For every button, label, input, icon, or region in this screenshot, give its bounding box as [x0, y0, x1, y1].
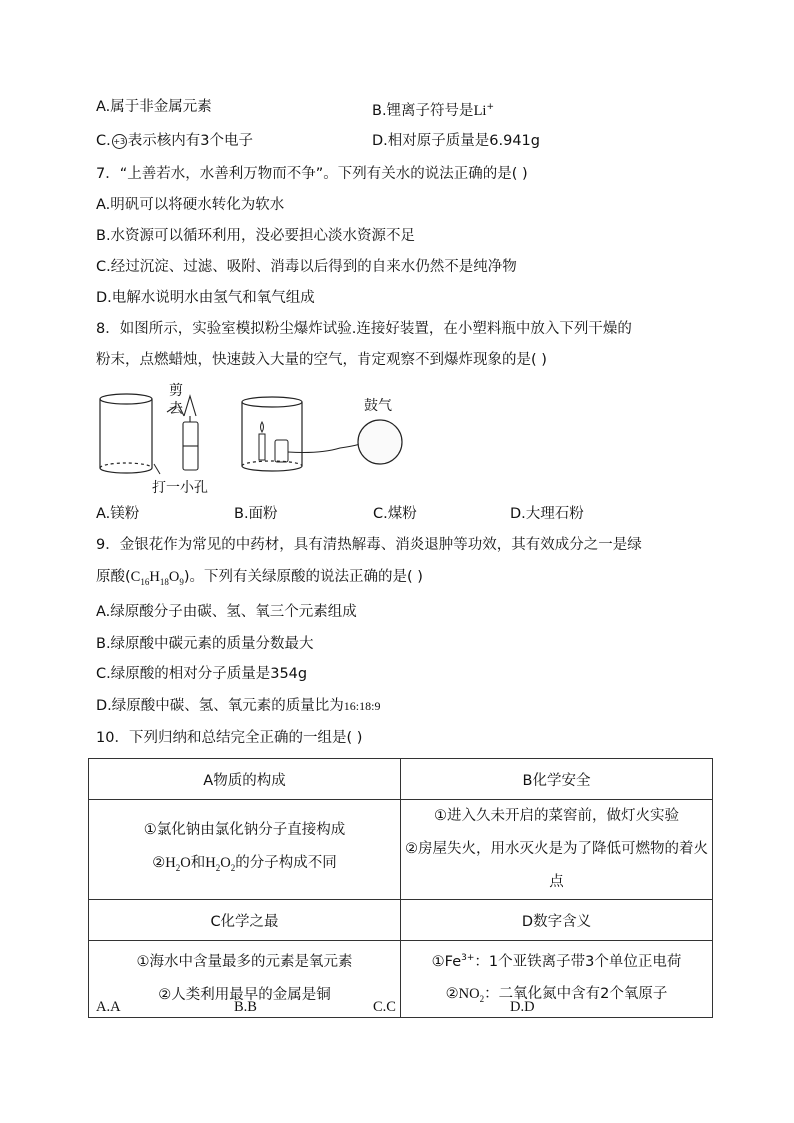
q10-option-a: A.A	[96, 999, 121, 1015]
lithium-charge: +	[486, 102, 494, 112]
cell-d-line1-tail: ：1个亚铁离子带3个单位正电荷	[474, 953, 682, 970]
formula-h: H	[149, 569, 160, 585]
formula-water	[165, 855, 190, 871]
q6-option-c-text: 表示核内有3个电子	[127, 133, 253, 149]
q10-option-b: B.B	[234, 999, 257, 1015]
table-cell-d	[401, 941, 713, 1018]
cell-c-line2: ②人类利用最早的金属是铜	[158, 987, 331, 1003]
q7-option-b: B.水资源可以循环利用，没必要担心淡水资源不足	[96, 228, 416, 244]
q9-stem-pre: 原酸(	[96, 569, 131, 585]
peroxide-o: O	[220, 855, 231, 872]
hole-pointer-line	[154, 464, 160, 474]
water-h: H	[165, 855, 176, 872]
q7-stem: 7．“上善若水，水善利万物而不争”。下列有关水的说法正确的是( )	[96, 166, 528, 182]
q7-option-a: A.明矾可以将硬水转化为软水	[96, 197, 285, 213]
table-cell-b	[401, 800, 713, 900]
peroxide-h: H	[205, 855, 216, 872]
q6-option-c-label: C.	[96, 133, 111, 149]
q6-option-a: A.属于非金属元素	[96, 99, 212, 115]
q8-option-b: B.面粉	[234, 506, 278, 522]
q7-option-c: C.经过沉淀、过滤、吸附、消毒以后得到的自来水仍然不是纯净物	[96, 259, 517, 275]
q6-option-b	[372, 97, 494, 121]
air-bulb-icon	[358, 420, 402, 464]
cell-d-line2	[403, 978, 710, 1016]
water-o: O	[180, 855, 191, 872]
right-cylinder	[242, 397, 302, 471]
water-h-sub: 2	[175, 862, 181, 873]
cell-a-line1: ①氯化钠由氯化钠分子直接构成	[143, 822, 346, 839]
q7-option-d: D.电解水说明水由氢气和氧气组成	[96, 290, 315, 306]
q6-option-d: D.相对原子质量是6.941g	[372, 133, 540, 149]
q9-option-b: B.绿原酸中碳元素的质量分数最大	[96, 636, 314, 652]
iron-ion: Fe	[444, 953, 462, 970]
chlorogenic-acid-formula	[131, 569, 184, 585]
q8-option-d: D.大理石粉	[510, 506, 584, 522]
cell-a-and: 和	[190, 855, 206, 872]
q8-stem-line2: 粉末，点燃蜡烛，快速鼓入大量的空气，肯定观察不到爆炸现象的是( )	[96, 352, 547, 368]
left-cylinder	[100, 394, 152, 473]
cell-b-line1: ①进入久未开启的菜窖前，做灯火实验	[434, 808, 679, 824]
q8-option-a: A.镁粉	[96, 506, 140, 522]
lithium-symbol: Li	[473, 102, 487, 119]
formula-peroxide	[205, 855, 235, 871]
cell-b-line2: ②房屋失火，用水灭火是为了降低可燃物的着火点	[405, 841, 708, 890]
q9-stem-line2	[96, 567, 423, 592]
fig-label-cut-2: 去	[169, 401, 183, 417]
table-head-a: A物质的构成	[89, 759, 401, 800]
q6-option-c	[96, 131, 253, 151]
candle-icon	[259, 422, 265, 460]
cell-c-line1: ①海水中含量最多的元素是氧元素	[136, 954, 353, 970]
cell-d-line2-tail: ：二氧化氮中含有2个氧原子	[484, 986, 668, 1003]
q9-option-d-text: D.绿原酸中碳、氢、氧元素的质量比为	[96, 698, 344, 714]
cell-a-line2-num: ②	[152, 855, 166, 872]
formula-o-sub: 9	[179, 576, 184, 587]
cell-a-line2-tail: 的分子构成不同	[235, 855, 337, 872]
fig-label-hole: 打一小孔	[152, 480, 208, 496]
table-head-b: B化学安全	[401, 759, 713, 800]
q9-option-c: C.绿原酸的相对分子质量是354g	[96, 666, 308, 682]
formula-o: O	[168, 569, 180, 585]
q8-option-c: C.煤粉	[373, 506, 417, 522]
formula-c-sub: 16	[140, 576, 150, 587]
q10-option-d: D.D	[510, 999, 535, 1015]
formula-h-sub: 18	[159, 576, 169, 587]
q9-option-a: A.绿原酸分子由碳、氢、氧三个元素组成	[96, 604, 357, 620]
q8-stem-line1: 8．如图所示，实验室模拟粉尘爆炸试验.连接好装置，在小塑料瓶中放入下列干燥的	[96, 321, 632, 337]
cell-d-line1-num: ①	[431, 953, 445, 970]
formula-c: C	[130, 569, 141, 585]
air-tube	[288, 444, 360, 453]
fig-label-cut-1: 剪	[169, 383, 183, 399]
fig-label-blow: 鼓气	[364, 398, 392, 414]
dust-explosion-apparatus-figure	[92, 382, 412, 500]
q6-option-b-text: B.锂离子符号是	[372, 102, 474, 119]
nitrogen-dioxide-sub: 2	[479, 994, 485, 1005]
peroxide-h-sub: 2	[215, 862, 221, 873]
q10-option-c: C.C	[373, 999, 396, 1015]
iron-ion-charge: 3+	[461, 952, 475, 963]
q9-stem-line1: 9．金银花作为常见的中药材，具有清热解毒、消炎退肿等功效，其有效成分之一是绿	[96, 537, 642, 553]
nitrogen-dioxide-formula: NO	[458, 986, 480, 1003]
q10-summary-table	[88, 758, 713, 1018]
q9-stem-post: )。下列有关绿原酸的说法正确的是( )	[183, 569, 423, 585]
table-head-c: C化学之最	[89, 900, 401, 941]
cell-a-line2	[91, 847, 398, 885]
cell-d-line1	[403, 942, 710, 979]
peroxide-o-sub: 2	[230, 862, 236, 873]
table-head-d: D数字含义	[401, 900, 713, 941]
nucleus-circle-icon: +3	[112, 134, 127, 149]
mass-ratio: 16:18:9	[343, 699, 381, 713]
table-cell-a	[89, 800, 401, 900]
q10-stem: 10．下列归纳和总结完全正确的一组是( )	[96, 730, 363, 746]
inner-bottle	[275, 440, 288, 462]
q9-option-d	[96, 696, 380, 716]
cell-d-line2-num: ②	[445, 986, 459, 1003]
